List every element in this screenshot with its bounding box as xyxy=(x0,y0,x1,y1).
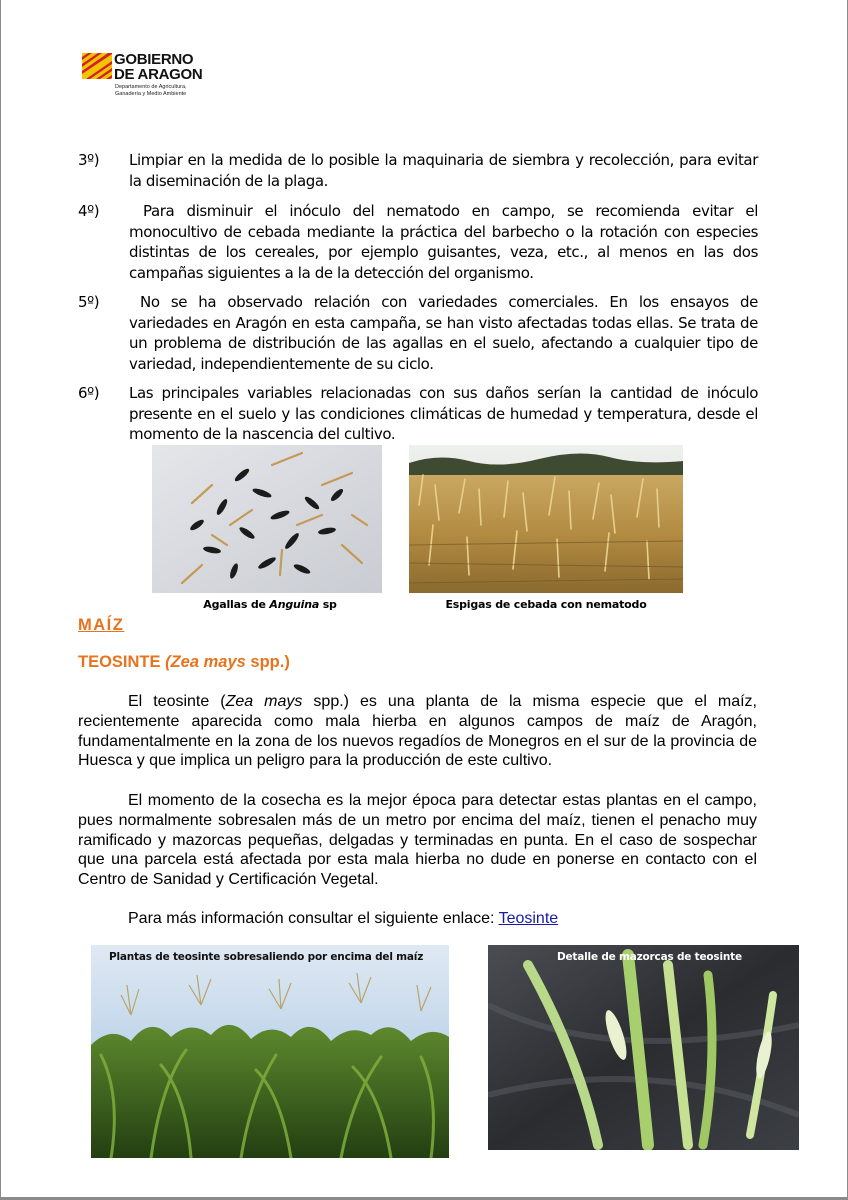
list-text: Las principales variables relacionadas con sus daños serían la cantidad de inóculo presente en el suelo y las condiciones climáticas de humedad y temperatura, desde el momento de la nascencia del cultivo. xyxy=(129,384,758,443)
anguina-caption xyxy=(152,598,388,611)
teosinte-ears-caption: Detalle de mazorcas de teosinte xyxy=(557,951,742,963)
p1-after: spp.) es una planta de la misma especie que el maíz, recientemente aparecida como mala hierba en algunos campos de maíz de Aragón, fundamentalmente en la zona de los nuevos regadíos de Monegros en el sur de la provincia de Huesca y que implica un peligro para la producción de este cultivo. xyxy=(78,693,758,770)
p1-before: El teosinte ( xyxy=(128,693,226,710)
list-item-4 xyxy=(78,201,758,283)
teosinte-ears-photo xyxy=(488,945,799,1150)
list-text: No se ha observado relación con variedades comerciales. En los ensayos de variedades en Aragón en esta campaña, se han visto afectadas todas ellas. Se trata de un problema de distribución de las agallas en el suelo, afectando a cualquier tipo de variedad, independientemente de su ciclo. xyxy=(129,293,758,373)
barley-spikes-photo xyxy=(409,445,683,593)
section-title: MAÍZ xyxy=(78,616,125,634)
caption-italic: Anguina xyxy=(269,598,320,611)
gobierno-aragon-logo xyxy=(80,48,220,104)
aragon-flag-icon xyxy=(82,53,112,79)
anguina-galls-photo xyxy=(152,445,382,593)
logo-title-line1: GOBIERNO xyxy=(114,51,194,68)
barley-caption: Espigas de cebada con nematodo xyxy=(445,598,647,611)
list-number: 4º) xyxy=(78,202,100,220)
list-item-6 xyxy=(78,383,758,445)
list-text: Limpiar en la medida de lo posible la maquinaria de siembra y recolección, para evitar la diseminación de la plaga. xyxy=(129,151,758,190)
list-item-3 xyxy=(78,150,758,191)
teosinte-link[interactable]: Teosinte xyxy=(498,910,559,927)
list-number: 6º) xyxy=(78,384,100,402)
paragraph-teosinte-intro xyxy=(78,692,757,771)
logo-subtitle-line1: Departamento de Agricultura, xyxy=(115,84,187,90)
logo-title-line2: DE ARAGON xyxy=(114,66,203,83)
subtitle-end: spp.) xyxy=(245,653,290,671)
list-number: 5º) xyxy=(78,293,100,311)
p2-text: El momento de la cosecha es la mejor época para detectar estas plantas en el campo, pues normalmente sobresalen más de un metro por encima del maíz, tienen el penacho muy ramificado y mazorcas pequeñas, delgadas y terminadas en punta. En el caso de sospechar que una parcela está afectada por esta mala hierba no dude en ponerse en contacto con el Centro de Sanidad y Certificación Vegetal. xyxy=(78,792,757,889)
p3-text: Para más información consultar el siguiente enlace: xyxy=(128,910,499,927)
caption-prefix: Agallas de xyxy=(203,598,270,611)
teosinte-plants-caption: Plantas de teosinte sobresaliendo por encima del maíz xyxy=(109,951,424,963)
subtitle-italic: (Zea mays xyxy=(165,653,246,671)
list-item-5 xyxy=(78,292,758,374)
caption-suffix: sp xyxy=(319,598,337,611)
list-number: 3º) xyxy=(78,151,100,169)
paragraph-more-info xyxy=(78,909,757,929)
list-text: Para disminuir el inóculo del nematodo en campo, se recomienda evitar el monocultivo de cebada mediante la práctica del barbecho o la rotación con especies distintas de los cereales, por ejemplo guisantes, veza, etc., al menos en las dos campañas siguientes a la de la detección del organismo. xyxy=(129,202,758,282)
logo-subtitle-line2: Ganadería y Medio Ambiente xyxy=(115,91,187,97)
section-subtitle xyxy=(78,653,290,672)
teosinte-plants-photo xyxy=(91,945,449,1158)
subtitle-main: TEOSINTE xyxy=(78,653,166,671)
paragraph-harvest xyxy=(78,791,757,890)
p1-italic: Zea mays xyxy=(225,693,303,710)
